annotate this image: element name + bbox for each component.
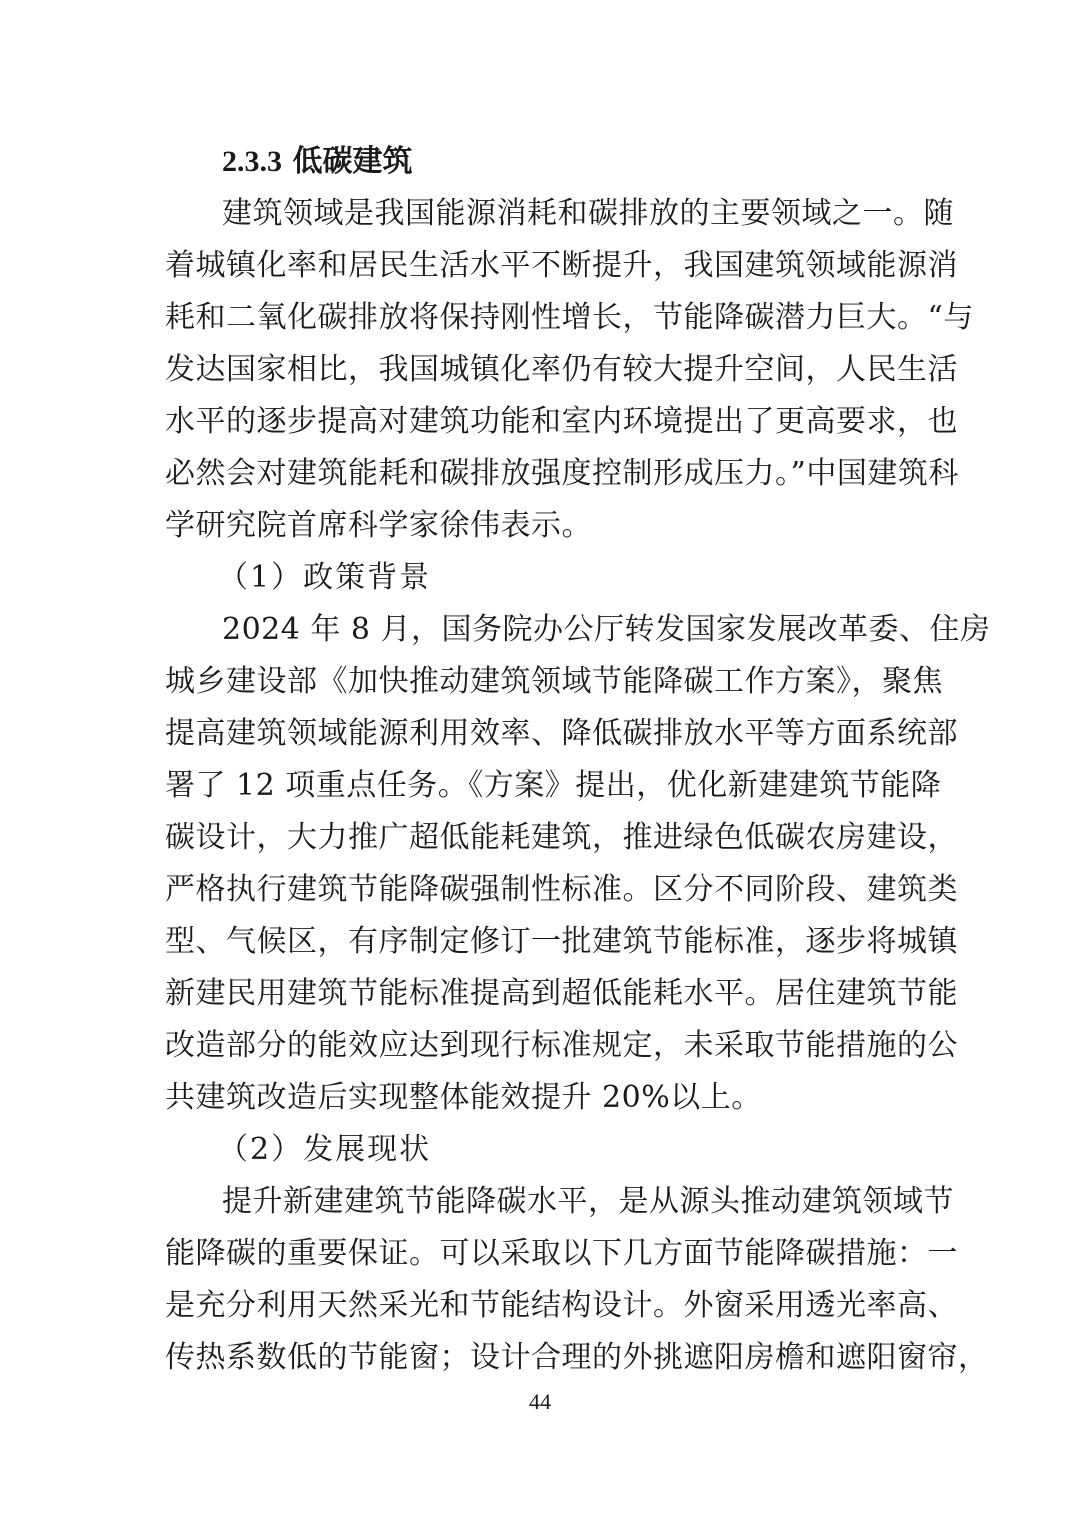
paragraph-line: 新建民用建筑节能标准提高到超低能耗水平。居住建筑节能	[165, 976, 958, 1011]
paragraph-line: 提高建筑领域能源利用效率、降低碳排放水平等方面系统部	[165, 716, 958, 751]
paragraph-line: 耗和二氧化碳排放将保持刚性增长，节能降碳潜力巨大。“与	[165, 300, 974, 335]
paragraph-line: 城乡建设部《加快推动建筑领域节能降碳工作方案》，聚焦	[165, 664, 943, 699]
paragraph-line: 严格执行建筑节能降碳强制性标准。区分不同阶段、建筑类	[165, 872, 958, 907]
paragraph-line: 提升新建建筑节能降碳水平，是从源头推动建筑领域节	[222, 1184, 954, 1219]
paragraph-line: 改造部分的能效应达到现行标准规定，未采取节能措施的公	[165, 1028, 958, 1063]
paragraph-line: 是充分利用天然采光和节能结构设计。外窗采用透光率高、	[165, 1288, 958, 1323]
subsection-heading-status: （2）发展现状	[218, 1132, 432, 1167]
paragraph-line: 碳设计，大力推广超低能耗建筑，推进绿色低碳农房建设，	[165, 820, 958, 855]
paragraph-line: 发达国家相比，我国城镇化率仍有较大提升空间，人民生活	[165, 352, 958, 387]
paragraph-line: 署了 12 项重点任务。《方案》提出，优化新建建筑节能降	[165, 768, 942, 803]
paragraph-line: 学研究院首席科学家徐伟表示。	[165, 508, 592, 543]
section-title: 低碳建筑	[292, 144, 413, 179]
paragraph-line: 共建筑改造后实现整体能效提升 20%以上。	[165, 1080, 762, 1115]
paragraph-line: 传热系数低的节能窗；设计合理的外挑遮阳房檐和遮阳窗帘，	[165, 1340, 989, 1375]
paragraph-line: 型、气候区，有序制定修订一批建筑节能标准，逐步将城镇	[165, 924, 958, 959]
paragraph-line: 水平的逐步提高对建筑功能和室内环境提出了更高要求，也	[165, 404, 958, 439]
section-number: 2.3.3	[222, 145, 282, 178]
page-number: 44	[529, 1389, 551, 1414]
paragraph-line: 必然会对建筑能耗和碳排放强度控制形成压力。”中国建筑科	[165, 456, 959, 491]
paragraph-line: 建筑领域是我国能源消耗和碳排放的主要领域之一。随	[222, 196, 954, 231]
paragraph-line: 能降碳的重要保证。可以采取以下几方面节能降碳措施：一	[165, 1236, 958, 1271]
section-heading	[222, 140, 412, 184]
subsection-heading-policy: （1）政策背景	[218, 560, 432, 595]
paragraph-line: 2024 年 8 月，国务院办公厅转发国家发展改革委、住房	[222, 612, 991, 647]
paragraph-line: 着城镇化率和居民生活水平不断提升，我国建筑领域能源消	[165, 248, 958, 283]
